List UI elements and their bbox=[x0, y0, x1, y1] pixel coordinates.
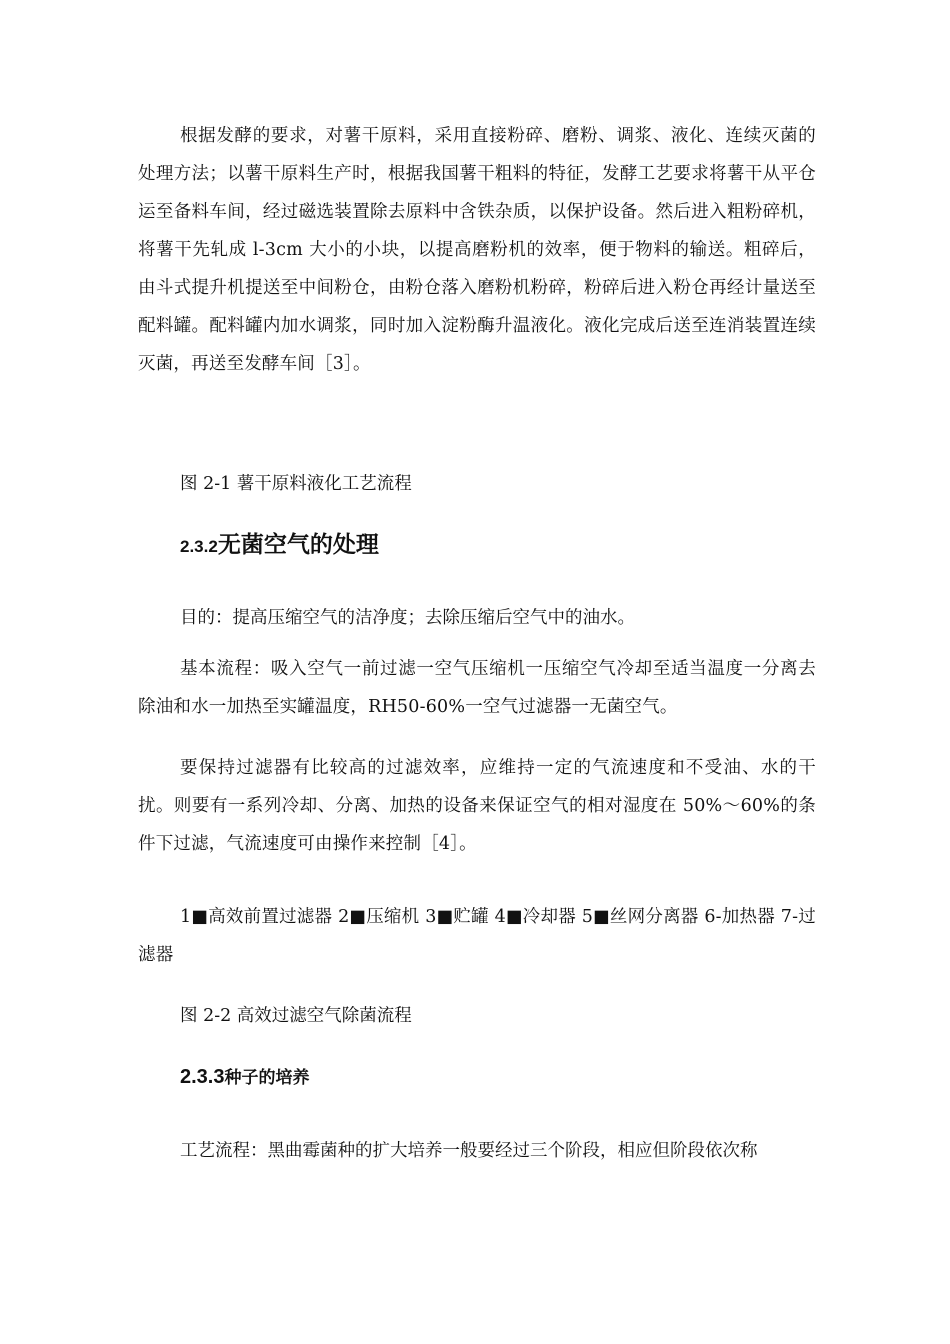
paragraph-seed-culture: 工艺流程：黑曲霉菌种的扩大培养一般要经过三个阶段，相应但阶段依次称 bbox=[180, 1141, 758, 1161]
figure-caption-2-1: 图 2-1 薯干原料液化工艺流程 bbox=[180, 474, 412, 494]
section-number: 2.3.3 bbox=[180, 1066, 225, 1088]
figure-caption-2-2: 图 2-2 高效过滤空气除菌流程 bbox=[180, 1006, 412, 1026]
paragraph-figure-legend: 1■高效前置过滤器 2■压缩机 3■贮罐 4■冷却器 5■丝网分离器 6-加热器 7-过滤器 bbox=[138, 907, 816, 965]
section-title: 无菌空气的处理 bbox=[217, 531, 379, 558]
paragraph-raw-material-processing: 根据发酵的要求，对薯干原料，采用直接粉碎、磨粉、调浆、液化、连续灭菌的处理方法；以薯干原料生产时，根据我国薯干粗料的特征，发酵工艺要求将薯干从平仓运至备料车间，经过磁选装置除去原料中含铁杂质，以保护设备。然后进入粗粉碎机，将薯干先轧成 l-3cm 大小的小块，以提高磨粉机的效率，便于物料的输送。粗碎后，由斗式提升机提送至中间粉仓，由粉仓落入磨粉机粉碎，粉碎后进入粉仓再经计量送至配料罐。配料罐内加水调浆，同时加入淀粉酶升温液化。液化完成后送至连消装置连续灭菌，再送至发酵车间［3］。 bbox=[138, 126, 816, 374]
section-number: 2.3.2 bbox=[180, 537, 218, 556]
paragraph-basic-flow: 基本流程：吸入空气一前过滤一空气压缩机一压缩空气冷却至适当温度一分离去除油和水一加热至实罐温度，RH50-60%一空气过滤器一无菌空气。 bbox=[138, 659, 816, 717]
section-title: 种子的培养 bbox=[224, 1068, 310, 1088]
paragraph-purpose: 目的：提高压缩空气的洁净度；去除压缩后空气中的油水。 bbox=[180, 608, 635, 628]
section-heading-2-3-2 bbox=[180, 526, 379, 566]
section-heading-2-3-3 bbox=[180, 1058, 309, 1097]
paragraph-filter-efficiency: 要保持过滤器有比较高的过滤效率，应维持一定的气流速度和不受油、水的干扰。则要有一系列冷却、分离、加热的设备来保证空气的相对湿度在 50%～60%的条件下过滤，气流速度可由操作来控制［4］。 bbox=[138, 758, 816, 854]
